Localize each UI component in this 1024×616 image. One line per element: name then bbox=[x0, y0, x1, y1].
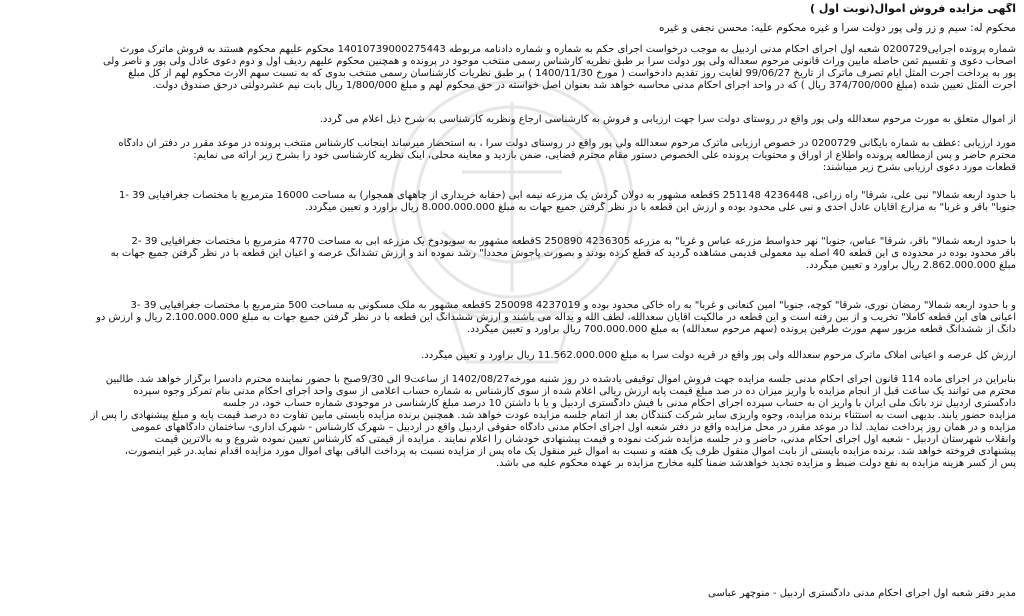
item-3-line-1: و با حدود اربعه شمالا" رمضان نوری، شرقا" کوچه، جنوبا" امین کنعانی و غربا" به راه خاکی محدود بوده و 4237019 250098 Sقطعه مشهور به ملک مسکونی به مساحت 500 مترمربع با مختصات جغرافیایی 39 -3 bbox=[130, 300, 1016, 311]
item-3-line-3: دانگ از ششدانگ قطعه مزبور سهم مورث طرفین پرونده (سهم مرحوم سعدالله) به مبلغ 700.000.000 ریال برآورد و تعیین میگردد. bbox=[467, 324, 1016, 335]
item-1-line-2: جنوبا" باقر و غربا" به مزارع آقایان عادل احدی و نبی علی محدود بوده و ارزش این قطعه با در نظر گرفتن جمیع جهات به مبلغ 8.000.000.000 ریال برآورد و تعیین میگردد. bbox=[305, 202, 1016, 213]
paragraph-1-line-1: شماره پرونده اجرایی0200729 شعبه اول اجرای احکام مدنی اردبیل به موجب درخواست اجرای حکم به شماره و شماره دادنامه مربوطه 14010739000275443 محکوم علیهم محکوم هستند به فروش ماترک مورث bbox=[119, 44, 1016, 55]
paragraph-3-line-1: مورد ارزیابی :عطف به شماره بایگانی 0200729 در خصوص ارزیابی ماترک مرحوم سعدالله ولی پور واقع در روستای دولت سرا ، به استحضار میرساند اینجانب کارشناس منتخب پرونده در موعد مقرر در دفتر آن دادگاه bbox=[118, 138, 1016, 149]
paragraph-4-line-4: مزایده حضور یابند. بدیهی است به استثناء برنده مزایده، وجوه واریزی سایر شرکت کنندگان بعد از اتمام جلسه مزایده عودت خواهد شد. همچنین برنده مزایده بایستی مابین تفاوت ده درصد قیمت پایه و مبلغ پیشنهادی را پس از bbox=[90, 410, 1016, 421]
item-2-line-2: باقر محدود بوده در محدوده ی این قطعه 40 اصله بید معمولی قدیمی مشاهده گردید که قطع کرده بودند و بصورت پاجوش مجددا" رشد نموده اند و ارزش تشدانگ عرصه و اعیان این قطعه با در نظر گرفتن جمیع جهات به bbox=[110, 248, 1016, 259]
paragraph-4-line-5: مزایده و در همان روز پرداخت نماید. لذا در موعد مقرر در محل مزایده واقع در دفتر شعبه اول اجرای احکام مدنی دادگاه حقوقی اردبیل واقع در اردبیل – شهرک کارشناس - شهرک اداری- ساختمان دادگاههای عمومی bbox=[131, 422, 1016, 433]
signature-line: مدیر دفتر شعبه اول اجرای احکام مدنی دادگستری اردبیل - منوچهر عباسی bbox=[708, 588, 1016, 599]
paragraph-1-line-3: پور به پرداخت اجرت المثل ایام تصرف ماترک از تاریخ 99/06/27 لغایت روز تقدیم دادخواست ( مورخ 1400/11/30 ) بر طبق نظریات کارشناسان رسمی منتخب بدوی که به نسبت سهم الارث محکوم لهم از کل مبلغ bbox=[128, 68, 1016, 79]
item-3-line-2: اعیانی های این قطعه کاملا" تخریب و از بین رفته است و این قطعه در مالکیت آقایان سعدالله، لطف الله و یداله می باشند و ارزش ششدانگ این قطعه با در نظر گرفتن جمیع جهات به مبلغ 2.100.000.000 ریال و ارزش دو bbox=[96, 312, 1016, 323]
paragraph-2: از اموال متعلق به مورث مرحوم سعدالله ولی پور واقع در روستای دولت سرا جهت ارزیابی و فروش به کارشناسی ارجاع ونظریه کارشناسی به شرح ذیل اعلام می گردد. bbox=[319, 114, 1016, 125]
paragraph-4-line-8: پس از کسر هزینه مزایده به نفع دولت ضبط و مزایده تجدید خواهدشد ضمنا کلیه مخارج مزایده بر عهده محکوم علیه می باشد. bbox=[495, 458, 1016, 469]
item-1-line-1: با حدود اربعه شمالا" نبی علی، شرقا" راه زراعی، 4236448 251148 Sقطعه مشهور به دولان گردش یک مزرعه نیمه آبی (حقابه خریداری از چاههای همجوار) به مساحت 16000 مترمربع با مختصات جغرافیایی 39 -1 bbox=[118, 190, 1016, 201]
paragraph-4-line-2: محترم می توانند یک ساعت قبل از انجام مزایده با واریز میزان ده در صد مبلغ قیمت پایه ارزش ریالی اعلام شده از سوی کارشناس به شماره حساب اعلامی از سوی واحد اجرای احکام مدنی بنام تمرکز وجوه سپرده bbox=[133, 386, 1016, 397]
paragraph-3-line-2: محترم حاضر و پس ازمطالعه پرونده واطلاع از اوراق و محتویات پرونده علی الخصوص دستور مقام محترم قضایی، ضمن بازدید و معاینه محلی، اینک نظریه کارشناسی خود را بشرح زیر ارائه می نمایم: bbox=[193, 150, 1016, 161]
paragraph-3-line-3: قطعات مورد دعوی ارزیابی بشرح زیر میباشند: bbox=[822, 162, 1016, 173]
paragraph-4-line-7: پیشنهادی فروخته خواهد شد. برنده مزایده بایستی از بابت اموال منقول ظرف یک هفته و نسبت به اموال غیر منقول یک ماه پس از مزایده نسبت به پرداخت الباقی بهای اموال مورد مزایده اقدام نماید.در غیر اینصورت، bbox=[124, 446, 1016, 457]
item-2-line-3: مبلغ 2.862.000.000 ریال برآورد و تعیین میگردد. bbox=[806, 260, 1016, 271]
paragraph-1-line-2: اصحاب دعوی و تقسیم ثمن حاصله مابین وراث قانونی مرحوم سعداله ولی پور دولت سرا بر طبق نظریه کارشناس رسمی منتخب موجود در پرونده و همچنین محکوم علیهم ردیف اول و دوم دعوی عادل ولی پور و ناصر ولی bbox=[102, 56, 1016, 67]
paragraph-4-line-1: بنابراین در اجرای ماده 114 قانون اجرای احکام مدنی جلسه مزایده جهت فروش اموال توقیفی یادشده در روز شنبه مورخه1402/08/27 از ساعت9 الی 9/30صبح با حضور نماینده محترم دادسرا برگزار خواهد شد. طالبین bbox=[105, 374, 1016, 385]
parties-line: محکوم له: سیم و زر ولی پور دولت سرا و غیره محکوم علیه: محسن نجفی و غیره bbox=[658, 22, 1016, 34]
total-value-line: ارزش کل عرصه و اعیانی املاک ماترک مرحوم سعدالله ولی پور واقع در قریه دولت سرا به مبلغ 11.562.000.000 ریال برآورد و تعیین میگردد. bbox=[421, 350, 1016, 361]
notice-title: آگهی مزایده فروش اموال(نوبت اول ) bbox=[810, 3, 1016, 15]
paragraph-4-line-6: وانقلاب شهرستان اردبیل - شعبه اول اجرای احکام مدنی، حاضر و در جلسه مزایده شرکت نموده و قیمت پیشنهادی خودشان را اعلام نمایند . مزایده از قیمتی که کارشناس تعیین نموده شروع و به بالاترین قیمت bbox=[154, 434, 1016, 445]
item-2-line-1: با حدود اربعه شمالا" باقر، شرقا" عباس، جنوبا" نهر حدواسط مزرعه عباس و غربا" به مزرعه 4236305 250890 Sقطعه مشهور به سویودوخ یک مزرعه آبی به مساحت 4770 مترمربع با مختصات جغرافیایی 39 -2 bbox=[131, 236, 1016, 247]
paragraph-4-line-3: دادگستری اردبیل نزد بانک ملی ایران با واریز آن به حساب سپرده اجرای احکام مدنی با فیش دادگستری اردبیل و یا با داشتن 10 درصد مبلغ کارشناسی در موجودی شماره حساب خود، در جلسه bbox=[222, 398, 1016, 409]
paragraph-1-line-4: اجرت المثل تعیین شده (مبلغ 374/700/000 ریال ) که در واحد اجرای احکام مدنی محاسبه خواهد شد بعنوان اصل خواسته در حق محکوم لهم و مبلغ 1/800/000 ریال بابت نیم عشردولتی درحق صندوق دولت. bbox=[152, 80, 1016, 91]
